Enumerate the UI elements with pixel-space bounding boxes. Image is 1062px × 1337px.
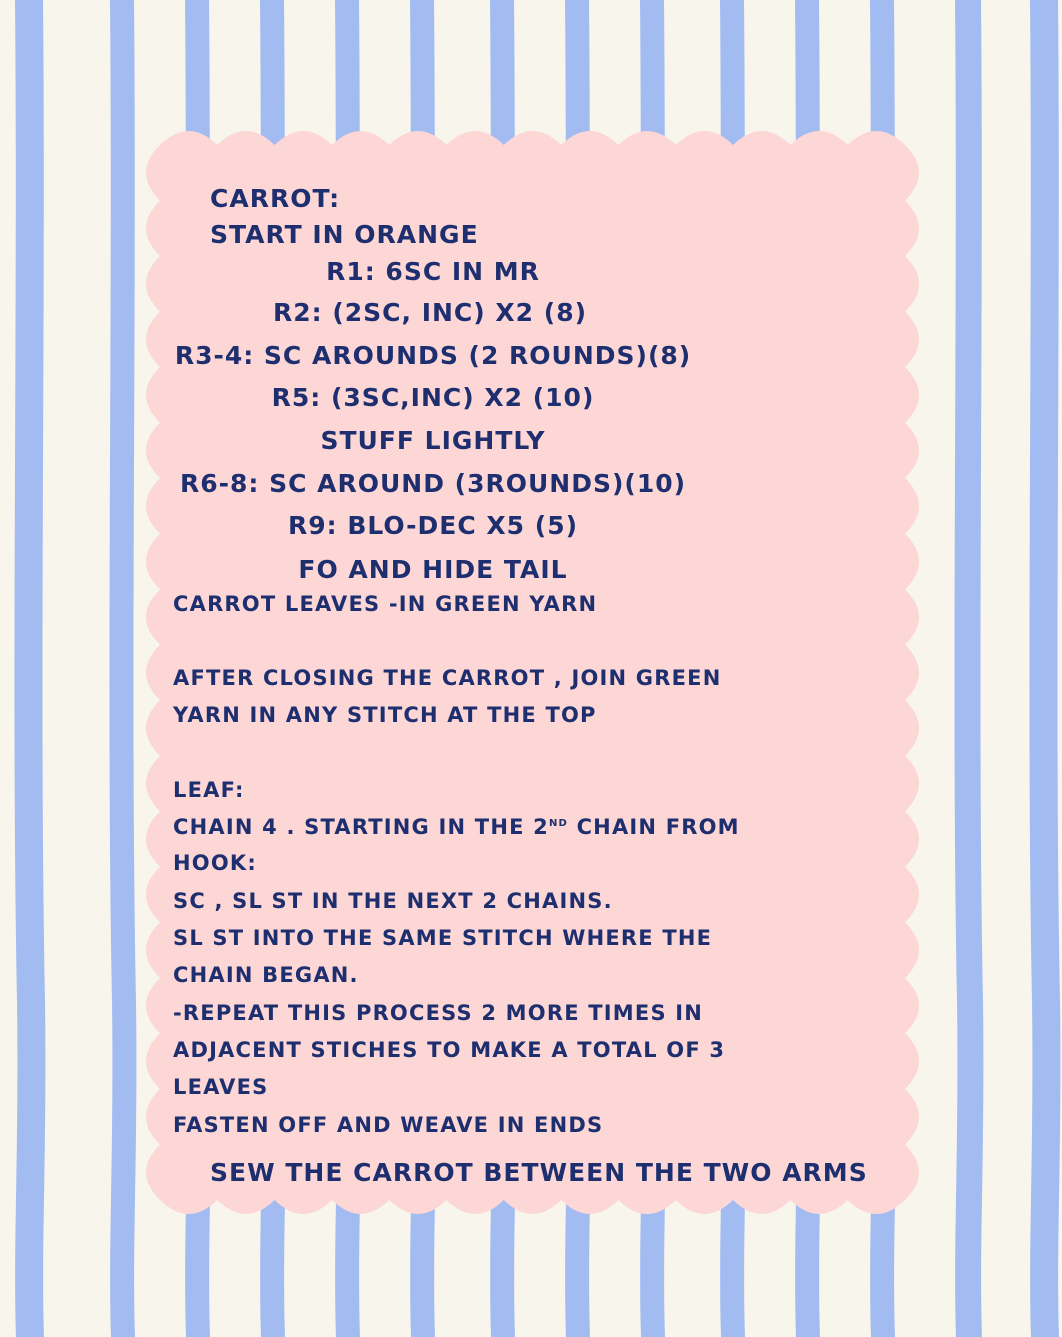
- repeat-line-2: ADJACENT STICHES TO MAKE A TOTAL OF 3: [173, 1038, 726, 1062]
- leaf-hook: HOOK:: [173, 851, 257, 875]
- leaf-chain-instruction: CHAIN 4 . STARTING IN THE 2ND CHAIN FROM: [173, 815, 740, 839]
- join-text-line-2: YARN IN ANY STITCH AT THE TOP: [173, 703, 597, 727]
- start-instruction: START IN ORANGE: [210, 220, 479, 249]
- fasten-off-weave: FASTEN OFF AND WEAVE IN ENDS: [173, 1113, 604, 1137]
- pattern-instructions: CARROT: START IN ORANGE R1: 6SC IN MR R2: (2SC, INC) X2 (8) R3-4: SC AROUNDS (2 ROUNDS)(8) R5: (3SC,INC) X2 (10) STUFF LIGHTLY R6-8: SC AROUND (3ROUNDS)(10) R9: BLO-DEC X5 (5) FO AND HIDE TAIL CARROT LEAVES -IN GREEN YARN AFTER CLOSING THE CARROT , JOIN GREEN YARN IN ANY STITCH AT THE TOP LEAF: CHAIN 4 . STARTING IN THE 2ND CHAIN FROM HOOK: SC , SL ST IN THE NEXT 2 CHAINS. SL ST INTO THE SAME STITCH WHERE THE CHAIN BEGAN. -REPEAT THIS PROCESS 2 MORE TIMES IN ADJACENT STICHES TO MAKE A TOTAL OF 3 LEAVES FASTEN OFF AND WEAVE IN ENDS SEW THE CARROT BETWEEN THE TWO ARMS: [173, 184, 868, 1187]
- leaf-label: LEAF:: [173, 778, 245, 802]
- leaf-sc-instruction: SC , SL ST IN THE NEXT 2 CHAINS.: [173, 889, 613, 913]
- join-text-line-1: AFTER CLOSING THE CARROT , JOIN GREEN: [173, 666, 722, 690]
- leaf-slst-line-2: CHAIN BEGAN.: [173, 963, 359, 987]
- leaf-slst-line-1: SL ST INTO THE SAME STITCH WHERE THE: [173, 926, 713, 950]
- leaves-heading: CARROT LEAVES -IN GREEN YARN: [173, 592, 598, 616]
- repeat-line-1: -REPEAT THIS PROCESS 2 MORE TIMES IN: [173, 1001, 704, 1025]
- sew-carrot-instruction: SEW THE CARROT BETWEEN THE TWO ARMS: [210, 1158, 868, 1187]
- pattern-title: CARROT:: [210, 184, 341, 213]
- repeat-line-3: LEAVES: [173, 1075, 269, 1099]
